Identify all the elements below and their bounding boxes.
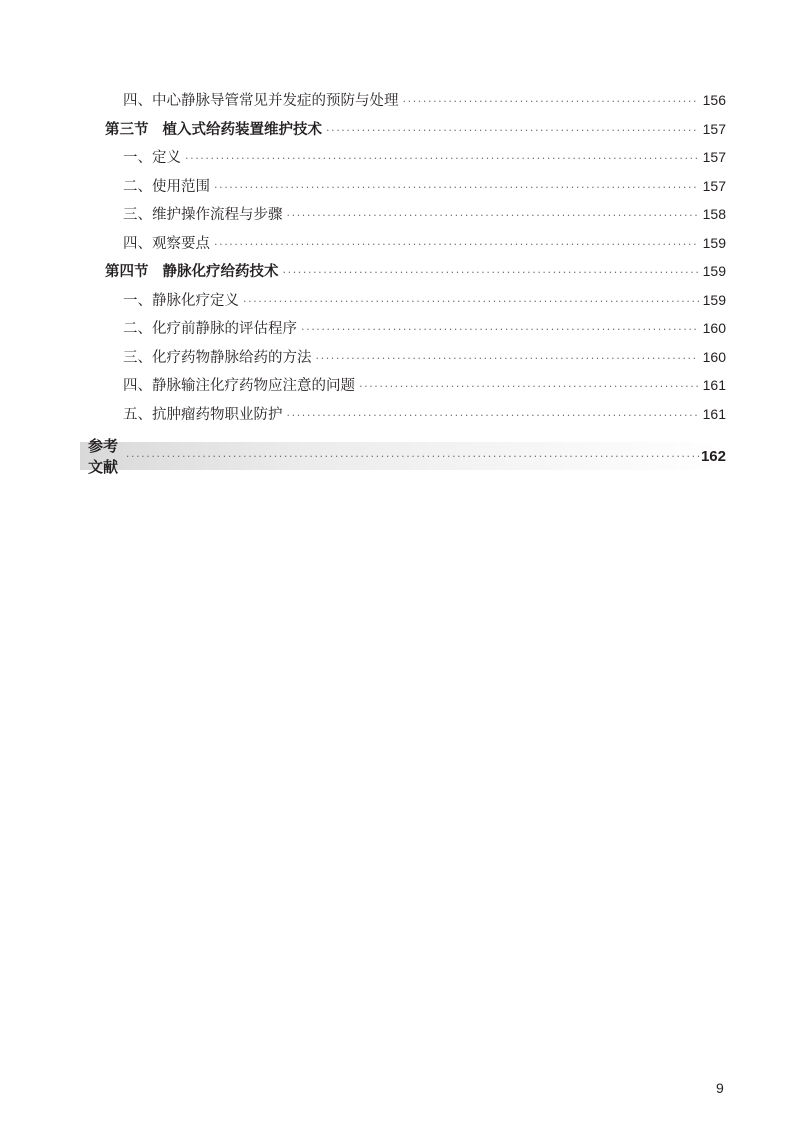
toc-entry-title: 四、静脉输注化疗药物应注意的问题 xyxy=(123,378,355,394)
toc-leader-dots xyxy=(287,202,699,230)
toc-entry[interactable] xyxy=(123,314,726,342)
toc-section-entry[interactable] xyxy=(105,115,726,143)
toc-entry-page: 161 xyxy=(702,405,726,422)
toc-entry[interactable] xyxy=(123,172,726,200)
toc-leader-dots xyxy=(301,316,699,344)
toc-leader-dots xyxy=(214,231,699,259)
toc-section-number: 第三节 xyxy=(105,121,149,138)
toc-entry-title: 二、使用范围 xyxy=(123,178,210,195)
references-page: 162 xyxy=(700,447,726,465)
toc-entry[interactable] xyxy=(123,200,726,228)
toc-entry-page: 161 xyxy=(702,377,726,393)
toc-leader-dots xyxy=(214,174,699,202)
toc-entry-page: 159 xyxy=(702,234,726,251)
toc-entry-page: 160 xyxy=(702,348,726,365)
toc-entry-page: 157 xyxy=(702,177,726,194)
toc-leader-dots xyxy=(185,145,699,173)
toc-entry-page: 158 xyxy=(702,206,726,222)
toc-leader-dots xyxy=(316,345,699,373)
toc-leader-dots xyxy=(126,450,699,463)
toc-entry-title: 三、化疗药物静脉给药的方法 xyxy=(123,349,312,366)
toc-entry-page: 159 xyxy=(702,263,726,279)
toc-entry[interactable] xyxy=(123,400,726,428)
toc-leader-dots xyxy=(283,259,699,287)
toc-entry[interactable] xyxy=(123,143,726,171)
toc-section-title xyxy=(105,258,279,286)
toc-entry-title: 一、静脉化疗定义 xyxy=(123,292,239,309)
toc-section-entry[interactable] xyxy=(105,257,726,285)
toc-leader-dots xyxy=(403,88,699,116)
toc-entry[interactable] xyxy=(123,86,726,114)
toc-entry-page: 157 xyxy=(702,120,726,137)
toc-leader-dots xyxy=(287,402,699,430)
references-title: 参考文献 xyxy=(88,437,119,476)
toc-section-title xyxy=(105,116,322,144)
toc-leader-dots xyxy=(326,117,699,145)
toc-entry-title: 三、维护操作流程与步骤 xyxy=(123,207,283,223)
toc-entry[interactable] xyxy=(123,229,726,257)
toc-entry-title: 四、观察要点 xyxy=(123,235,210,252)
toc-entry-page: 157 xyxy=(702,149,726,165)
toc-entry-title: 一、定义 xyxy=(123,150,181,166)
toc-entry[interactable] xyxy=(123,343,726,371)
toc-entry[interactable] xyxy=(123,286,726,314)
references-entry[interactable] xyxy=(80,437,728,476)
toc-section-label: 植入式给药装置维护技术 xyxy=(162,121,322,138)
toc-entry[interactable] xyxy=(123,371,726,399)
toc-section-label: 静脉化疗给药技术 xyxy=(162,264,279,280)
toc-entry-page: 160 xyxy=(702,320,726,336)
toc-leader-dots xyxy=(243,288,699,316)
toc-entry-title: 五、抗肿瘤药物职业防护 xyxy=(123,406,283,423)
toc-leader-dots xyxy=(359,373,699,401)
toc-entry-page: 156 xyxy=(702,92,726,108)
toc-entry-title: 四、中心静脉导管常见并发症的预防与处理 xyxy=(123,93,399,109)
page-number: 9 xyxy=(716,1080,724,1096)
toc-entry-title: 二、化疗前静脉的评估程序 xyxy=(123,321,297,337)
toc-section-number: 第四节 xyxy=(105,264,149,280)
toc-entry-page: 159 xyxy=(702,291,726,308)
